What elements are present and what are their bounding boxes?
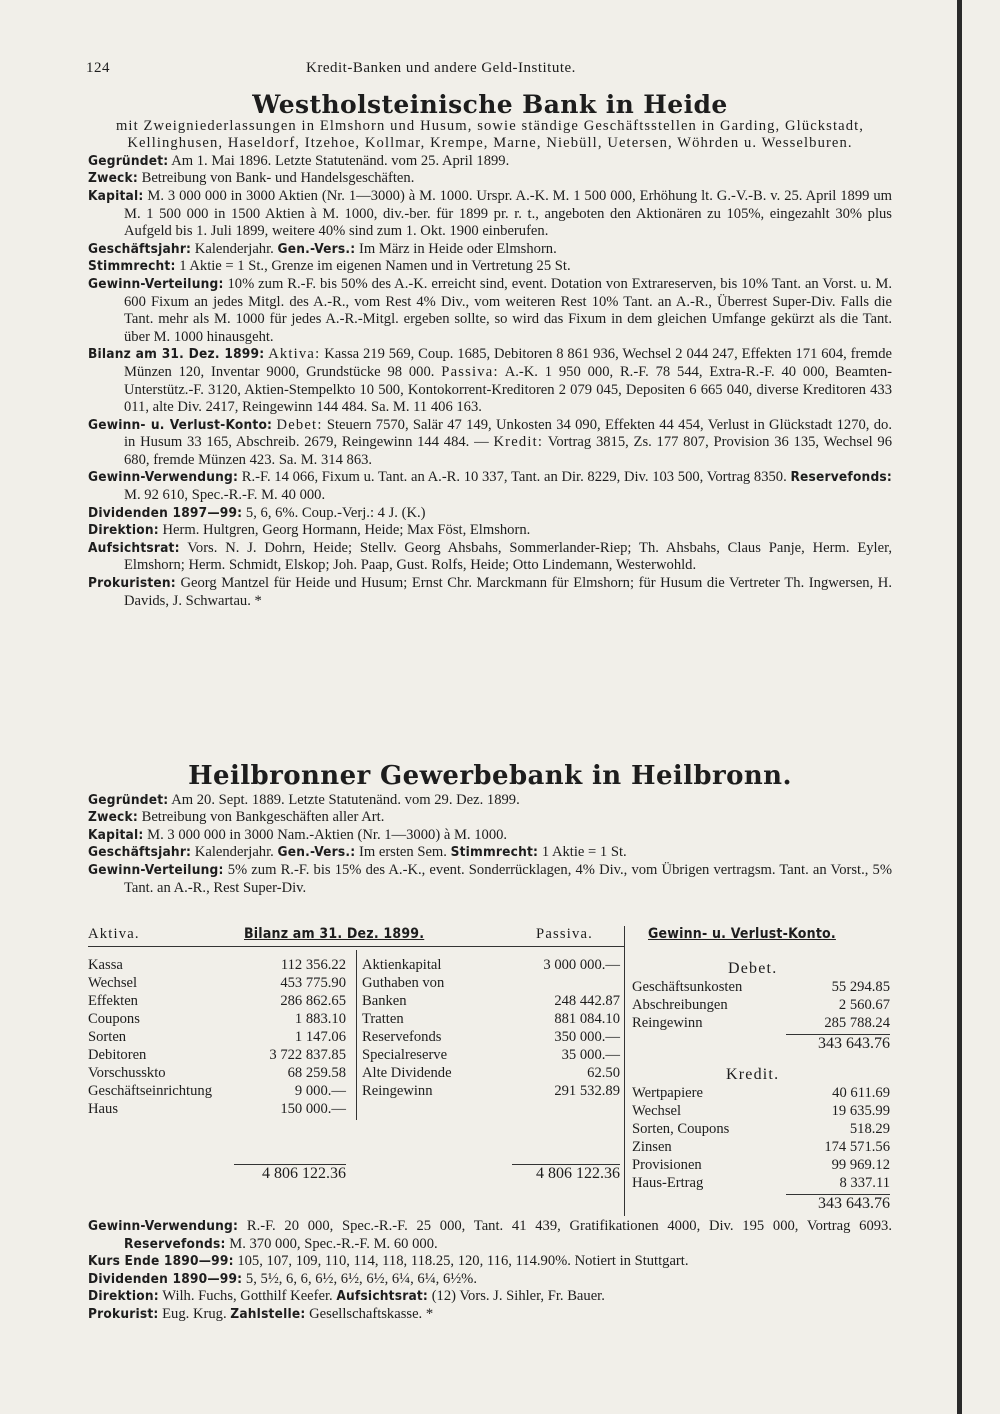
label: Stimmrecht: <box>450 844 539 861</box>
text: Vors. N. J. Dohrn, Heide; Stellv. Georg Ahsbahs, Sommerlander-Riep; Th. Ahsbahs, Claus Panje, Herm. Eyler, Elmshorn; Herm. Schmidt, Elskop; Joh. Paap, Gust. Rolfs, Heide; Otto Lindemann, Westerwohld. <box>124 539 892 574</box>
text: Am 20. Sept. 1889. Letzte Statutenänd. vom 29. Dez. 1899. <box>171 791 520 808</box>
label: Gen.-Vers.: <box>277 844 356 861</box>
kredit-header: Kredit. <box>726 1066 780 1083</box>
table-row <box>362 1028 620 1046</box>
row-value: 174 571.56 <box>824 1139 890 1155</box>
text: Im ersten Sem. <box>358 844 447 861</box>
reserve-label: Reservefonds: <box>124 1235 226 1252</box>
table-row <box>632 1174 890 1192</box>
bank1-guv <box>88 417 892 470</box>
label: Gewinn- u. Verlust-Konto: <box>88 416 273 433</box>
row-value: 881 084.10 <box>554 1011 620 1027</box>
table-row <box>88 1010 346 1028</box>
label: Kurs Ende 1890—99: <box>88 1253 234 1270</box>
text: Im März in Heide oder Elmshorn. <box>358 240 557 257</box>
row-value: 350 000.— <box>554 1029 620 1045</box>
table-row <box>88 1100 346 1118</box>
label: Gewinn-Verteilung: <box>88 861 224 878</box>
bank2-entry <box>88 761 892 897</box>
label: Gegründet: <box>88 791 169 808</box>
table-row <box>88 1028 346 1046</box>
bank1-gewinnverwendung <box>88 469 892 504</box>
table-row <box>632 978 890 996</box>
table-top-rule <box>88 946 624 947</box>
aktiva-header: Aktiva. <box>88 926 140 942</box>
table-row <box>88 1082 346 1100</box>
table-row <box>362 956 620 974</box>
row-label: Debitoren <box>88 1047 147 1063</box>
table-row <box>88 956 346 974</box>
row-value: 8 337.11 <box>839 1175 890 1191</box>
row-value: 150 000.— <box>280 1101 346 1117</box>
bank2-footer-entries <box>88 1218 892 1324</box>
row-label: Reingewinn <box>362 1083 433 1099</box>
row-value: 1 883.10 <box>294 1011 346 1027</box>
bank2-direktion <box>88 1288 892 1306</box>
label: Gewinn-Verteilung: <box>88 275 224 292</box>
row-value: 248 442.87 <box>554 993 620 1009</box>
row-label: Tratten <box>362 1011 404 1027</box>
row-label: Sorten <box>88 1029 127 1045</box>
text: M. 3 000 000 in 3000 Aktien (Nr. 1—3000) à M. 1000. Urspr. A.-K. M. 1 500 000, Erhöhung lt. G.-V.-B. v. 25. April 1899 um M. 1 500 000 in 1500 Aktien à M. 1000, div.-ber. für 1899 pr. r. t., angeboten den Aktionären zu 105%, eingezahlt 30% plus Aufgeld bis 1. Juli 1899, weitere 40% sind zum 1. Okt. 1900 einberufen. <box>124 187 892 240</box>
passiva-label: Passiva: <box>441 363 499 380</box>
row-value: 112 356.22 <box>280 957 346 973</box>
table-row <box>362 992 620 1010</box>
debet-label: Debet: <box>276 416 323 433</box>
row-label: Wechsel <box>632 1103 682 1119</box>
label: Gen.-Vers.: <box>277 240 356 257</box>
label: Kapital: <box>88 826 144 843</box>
bank1-stimmrecht <box>88 258 892 276</box>
bank2-geschaeftsjahr <box>88 844 892 862</box>
page-edge-rule <box>957 0 962 1414</box>
row-value: 3 000 000.— <box>543 957 620 973</box>
row-value: 62.50 <box>587 1065 620 1081</box>
row-label: Vorschusskto <box>88 1065 166 1081</box>
row-value <box>512 974 620 992</box>
row-value: 1 147.06 <box>294 1029 346 1045</box>
aufsichtsrat-text: (12) Vors. J. Sihler, Fr. Bauer. <box>431 1288 605 1305</box>
table-row <box>632 1084 890 1102</box>
aktiva-table <box>88 956 346 1118</box>
table-row <box>88 992 346 1010</box>
label: Direktion: <box>88 1288 159 1305</box>
debet-text: Steuern 7570, Salär 47 149, Unkosten 34 090, Effekten 44 454, Verlust in Glückstadt 1270, do. in Husum 33 165, Abschreib. 2679, Reingewinn 144 484. — <box>124 416 892 451</box>
text: Georg Mantzel für Heide und Husum; Ernst Chr. Marckmann für Elmshorn; für Husum die Vertreter Th. Ingwersen, H. Davids, J. Schwartau. * <box>124 575 892 609</box>
text: Betreibung von Bankgeschäften aller Art. <box>141 809 385 826</box>
row-value: 35 000.— <box>561 1047 620 1063</box>
table-row <box>362 1064 620 1082</box>
table-row <box>632 996 890 1014</box>
text: Herm. Hultgren, Georg Hormann, Heide; Max Föst, Elmshorn. <box>162 522 531 539</box>
bilanz-title: Bilanz am 31. Dez. 1899. <box>244 926 425 942</box>
table-row <box>88 974 346 992</box>
row-label: Haus-Ertrag <box>632 1175 704 1191</box>
table-row <box>362 1082 620 1100</box>
row-label: Abschreibungen <box>632 997 728 1013</box>
table-row <box>632 1156 890 1174</box>
row-label: Wertpapiere <box>632 1085 703 1101</box>
row-label: Effekten <box>88 993 138 1009</box>
table-row <box>88 1046 346 1064</box>
row-value: 518.29 <box>849 1121 890 1137</box>
table-row <box>88 1064 346 1082</box>
row-label: Kassa <box>88 957 123 973</box>
running-title: Kredit-Banken und andere Geld-Institute. <box>306 60 576 76</box>
label: Gegründet: <box>88 152 169 169</box>
row-value: 2 560.67 <box>838 997 890 1013</box>
bank2-kurs <box>88 1253 892 1271</box>
label: Prokuristen: <box>88 575 176 592</box>
row-value: 286 862.65 <box>280 993 346 1009</box>
label: Geschäftsjahr: <box>88 240 192 257</box>
bank2-gewinnverteilung <box>88 862 892 897</box>
row-value: 291 532.89 <box>554 1083 620 1099</box>
aktiva-text: Kassa 219 569, Coup. 1685, Debitoren 8 861 936, Wechsel 2 044 247, Effekten 171 604, fremde Münzen 120, Inventar 9000, Grundstücke 98 000. <box>124 346 892 380</box>
bank1-gegruendet <box>88 153 892 171</box>
debet-table <box>632 978 890 1032</box>
label: Direktion: <box>88 522 159 539</box>
bank1-bilanz <box>88 346 892 416</box>
row-value: 3 722 837.85 <box>269 1047 346 1063</box>
passiva-total: 4 806 122.36 <box>512 1164 620 1183</box>
table-row <box>632 1014 890 1032</box>
passiva-text: A.-K. 1 950 000, R.-F. 78 544, Extra-R.-F. 40 000, Beamten-Unterstütz.-F. 3120, Aktien-Stempelkto 10 500, Kontokorrent-Kreditoren 2 079 045, Depositen 6 665 040, diverse Kreditoren 433 011, alte Div. 2417, Reingewinn 144 484. Sa. M. 11 406 163. <box>124 363 892 416</box>
bank1-geschaeftsjahr <box>88 241 892 259</box>
text: Kalenderjahr. <box>194 240 274 257</box>
text: 1 Aktie = 1 St., Grenze im eigenen Namen und in Vertretung 25 St. <box>179 258 571 275</box>
bank2-gegruendet <box>88 792 892 810</box>
bank1-entry <box>88 90 892 610</box>
row-label: Wechsel <box>88 975 138 991</box>
bank1-dividenden <box>88 505 892 523</box>
table-row <box>632 1138 890 1156</box>
bank2-gewinnverwendung <box>88 1218 892 1253</box>
passiva-table <box>362 956 620 1100</box>
bank1-direktion <box>88 522 892 540</box>
aufsichtsrat-label: Aufsichtsrat: <box>336 1288 429 1305</box>
row-label: Coupons <box>88 1011 140 1027</box>
table-row <box>632 1102 890 1120</box>
text: Wilh. Fuchs, Gotthilf Keefer. <box>162 1288 333 1305</box>
row-value: 19 635.99 <box>831 1103 890 1119</box>
row-value: 9 000.— <box>294 1083 346 1099</box>
row-label: Reingewinn <box>632 1015 703 1031</box>
row-value: 68 259.58 <box>287 1065 346 1081</box>
bank2-prokurist <box>88 1306 892 1324</box>
bank2-dividenden <box>88 1271 892 1289</box>
text: 5, 5½, 6, 6, 6½, 6½, 6½, 6¼, 6¼, 6½%. <box>245 1270 477 1287</box>
row-label: Alte Dividende <box>362 1065 452 1081</box>
page-number: 124 <box>86 60 110 76</box>
text: 105, 107, 109, 110, 114, 118, 118.25, 120, 116, 114.90%. Notiert in Stuttgart. <box>237 1253 689 1270</box>
label: Prokurist: <box>88 1305 159 1322</box>
label: Dividenden 1897—99: <box>88 504 243 521</box>
table-row <box>362 1010 620 1028</box>
kredit-text: Vortrag 3815, Zs. 177 807, Provision 36 135, Wechsel 96 680, fremde Münzen 423. Sa. M. 314 863. <box>124 434 892 468</box>
text: 1 Aktie = 1 St. <box>541 844 627 861</box>
zahlstelle-text: Gesellschaftskasse. * <box>309 1305 434 1322</box>
bank2-title: Heilbronner Gewerbebank in Heilbronn. <box>188 761 792 791</box>
label: Dividenden 1890—99: <box>88 1270 243 1287</box>
row-label: Sorten, Coupons <box>632 1121 730 1137</box>
bank2-balance <box>88 926 894 1216</box>
text: R.-F. 14 066, Fixum u. Tant. an A.-R. 10 337, Tant. an Dir. 8229, Div. 103 500, Vortrag 8350. <box>241 469 787 486</box>
label: Gewinn-Verwendung: <box>88 469 239 486</box>
debet-total: 343 643.76 <box>786 1034 890 1053</box>
label: Stimmrecht: <box>88 258 176 275</box>
table-row <box>362 974 620 992</box>
label: Zweck: <box>88 809 138 826</box>
reserve-text: M. 370 000, Spec.-R.-F. M. 60 000. <box>229 1235 438 1252</box>
bank1-kapital <box>88 188 892 241</box>
row-label: Geschäftsunkosten <box>632 979 743 995</box>
debet-header: Debet. <box>728 960 778 977</box>
text: Am 1. Mai 1896. Letzte Statutenänd. vom 25. April 1899. <box>171 152 510 169</box>
aktiva-total: 4 806 122.36 <box>234 1164 346 1183</box>
bank2-zweck <box>88 809 892 827</box>
passiva-header: Passiva. <box>536 926 594 942</box>
row-value: 40 611.69 <box>832 1085 890 1101</box>
row-value: 55 294.85 <box>831 979 890 995</box>
bank1-aufsichtsrat <box>88 540 892 575</box>
text: Kalenderjahr. <box>194 844 274 861</box>
aktiva-passiva-divider <box>356 950 357 1120</box>
kredit-total: 343 643.76 <box>786 1194 890 1213</box>
row-label: Banken <box>362 993 407 1009</box>
row-label: Provisionen <box>632 1157 702 1173</box>
row-label: Reservefonds <box>362 1029 442 1045</box>
reserve-label: Reservefonds: <box>790 469 892 486</box>
text: R.-F. 20 000, Spec.-R.-F. 25 000, Tant. 41 439, Gratifikationen 4000, Div. 195 000, Vortrag 6093. <box>246 1218 892 1234</box>
label: Gewinn-Verwendung: <box>88 1218 239 1234</box>
reserve-text: M. 92 610, Spec.-R.-F. M. 40 000. <box>124 487 326 504</box>
guv-divider <box>624 926 625 1216</box>
bank1-gewinnverteilung <box>88 276 892 346</box>
kredit-table <box>632 1084 890 1192</box>
row-value: 285 788.24 <box>824 1015 890 1031</box>
guv-title: Gewinn- u. Verlust-Konto. <box>648 926 836 942</box>
row-label: Haus <box>88 1101 118 1117</box>
zahlstelle-label: Zahlstelle: <box>230 1305 306 1322</box>
table-row <box>632 1120 890 1138</box>
table-row <box>362 1046 620 1064</box>
text: Eug. Krug. <box>162 1305 227 1322</box>
label: Kapital: <box>88 187 144 204</box>
text: 5, 6, 6%. Coup.-Verj.: 4 J. (K.) <box>245 504 426 521</box>
row-label: Aktienkapital <box>362 957 442 973</box>
bank2-kapital <box>88 827 892 845</box>
text: 5% zum R.-F. bis 15% des A.-K., event. Sonderrücklagen, 4% Div., vom Übrigen vertragsm. Tant. an Vorst., 5% Tant. an A.-R., Rest Super-Div. <box>124 861 892 896</box>
bank1-title: Westholsteinische Bank in Heide <box>252 90 728 119</box>
bank1-subtitle: mit Zweigniederlassungen in Elmshorn und Husum, sowie ständige Geschäftsstellen in Garding, Glückstadt, Kellinghusen, Haseldorf, Itzehoe, Kollmar, Krempe, Marne, Niebüll, Uetersen, Wöhrden u. Wesselburen. <box>115 117 864 152</box>
label: Bilanz am 31. Dez. 1899: <box>88 346 265 363</box>
row-value: 453 775.90 <box>280 975 346 991</box>
text: Betreibung von Bank- und Handelsgeschäften. <box>141 170 415 187</box>
kredit-label: Kredit: <box>493 434 544 451</box>
row-label: Zinsen <box>632 1139 672 1155</box>
row-label: Guthaben von <box>362 975 445 991</box>
row-label: Geschäftseinrichtung <box>88 1083 213 1099</box>
text: 10% zum R.-F. bis 50% des A.-K. erreicht sind, event. Dotation von Extrareserven, bis 10% Tant. an Vorst. u. M. 600 Fixum an jedes Mitgl. des A.-R., vom Rest 4% Div., vom weiteren Rest 10% Tant. an A.-R., Überrest Super-Div. Falls die Tant. mehr als M. 1000 für jedes A.-R.-Mitgl. ergeben sollte, so wird das Fixum in dem gleichen Umfange gekürzt als die Tant. über M. 1000 hinausgeht. <box>124 275 892 345</box>
label: Aufsichtsrat: <box>88 539 180 556</box>
aktiva-label: Aktiva: <box>268 346 321 363</box>
label: Geschäftsjahr: <box>88 844 192 861</box>
row-label: Specialreserve <box>362 1047 448 1063</box>
label: Zweck: <box>88 170 138 187</box>
bank1-prokuristen <box>88 575 892 610</box>
row-value: 99 969.12 <box>831 1157 890 1173</box>
bank1-zweck <box>88 170 892 188</box>
text: M. 3 000 000 in 3000 Nam.-Aktien (Nr. 1—3000) à M. 1000. <box>147 826 508 843</box>
